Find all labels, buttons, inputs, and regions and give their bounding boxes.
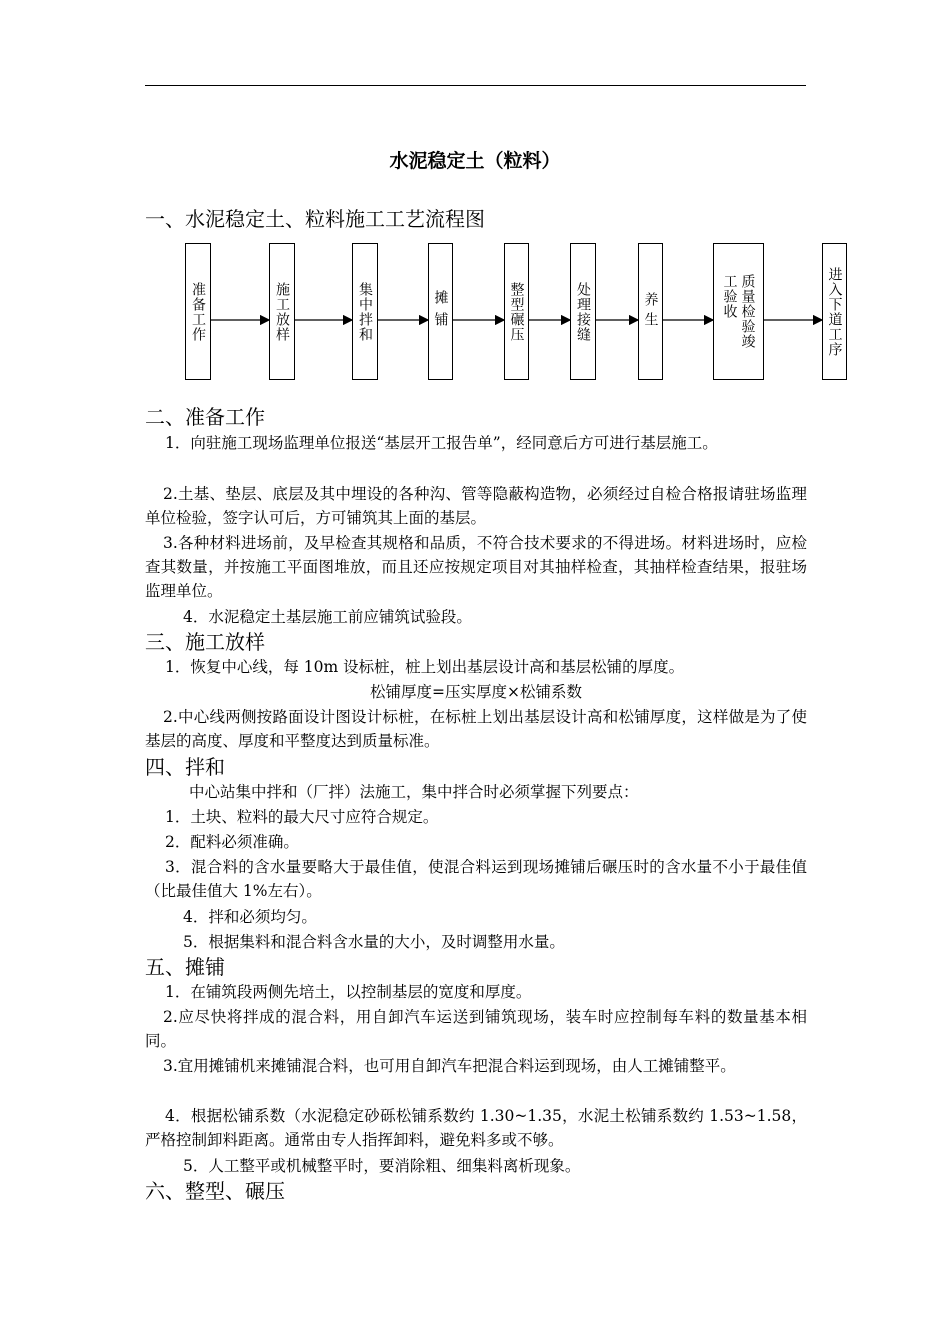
flow-step-label: 施工放样 [274,281,290,342]
heading-preparation: 二、准备工作 [145,405,265,429]
paragraph: 5．人工整平或机械整平时，要消除粗、细集料离析现象。 [183,1157,581,1175]
paragraph: 5．根据集料和混合料含水量的大小，及时调整用水量。 [183,933,565,951]
paragraph: 3.宜用摊铺机来摊铺混合料，也可用自卸汽车把混合料运到现场，由人工摊铺整平。 [163,1057,736,1075]
paragraph: 3．混合料的含水量要略大于最佳值，使混合料运到现场摊铺后碾压时的含水量不小于最佳值（比最佳值大 1%左右）。 [145,858,807,900]
flow-step-compaction [504,243,529,380]
flow-step-label: 处理接缝 [575,281,591,342]
heading-mixing: 四、拌和 [145,755,225,779]
flow-step-label: 整型碾压 [508,281,525,342]
paragraph: 1．恢复中心线，每 10m 设标桩，桩上划出基层设计高和基层松铺的厚度。 [165,658,685,676]
heading-staking: 三、施工放样 [145,630,265,654]
paragraph: 2.应尽快将拌成的混合料，用自卸汽车运送到铺筑现场，装车时应控制每车料的数量基本相同。 [145,1008,807,1050]
paragraph: 3.各种材料进场前，及早检查其规格和品质，不符合技术要求的不得进场。材料进场时，应检查其数量，并按施工平面图堆放，而且还应按规定项目对其抽样检查，其抽样检查结果，报驻场监理单位。 [145,534,807,600]
flow-step-label: 质量检验竣工验收 [721,273,756,349]
heading-shaping-rolling: 六、整型、碾压 [145,1179,285,1203]
flow-step-mixing [352,243,378,380]
document-title: 水泥稳定土（粒料） [389,150,561,172]
flow-step-joints [570,243,596,380]
paragraph: 1．在铺筑段两侧先培土，以控制基层的宽度和厚度。 [165,983,532,1001]
paragraph: 4．根据松铺系数（水泥稳定砂砾松铺系数约 1.30~1.35，水泥土松铺系数约 1.53~1.58，严格控制卸料距离。通常由专人指挥卸料，避免料多或不够。 [145,1107,807,1149]
flow-step-label: 养生 [642,291,659,332]
flow-step-label: 准备工作 [190,281,206,342]
flow-step-label: 摊铺 [432,289,449,334]
flow-step-preparation [185,243,211,380]
flowchart-arrows [0,0,950,400]
flow-step-inspection [713,243,764,380]
paragraph: 4．拌和必须均匀。 [183,908,317,926]
paragraph: 2.土基、垫层、底层及其中埋设的各种沟、管等隐蔽构造物，必须经过自检合格报请驻场监理单位检验，签字认可后，方可铺筑其上面的基层。 [145,485,807,527]
paragraph: 中心站集中拌和（厂拌）法施工，集中拌合时必须掌握下列要点： [189,783,639,801]
paragraph: 2.中心线两侧按路面设计图设计标桩，在标桩上划出基层设计高和松铺厚度，这样做是为了使基层的高度、厚度和平整度达到质量标准。 [145,708,807,750]
paragraph: 4．水泥稳定土基层施工前应铺筑试验段。 [183,608,472,626]
heading-flowchart: 一、水泥稳定土、粒料施工工艺流程图 [145,207,485,231]
formula: 松铺厚度=压实厚度×松铺系数 [370,683,582,701]
flow-step-paving [428,243,453,380]
paragraph: 1．土块、粒料的最大尺寸应符合规定。 [165,808,439,826]
heading-paving: 五、摊铺 [145,955,225,979]
flow-step-staking [269,243,295,380]
flow-step-curing [638,243,663,380]
paragraph: 1．向驻施工现场监理单位报送“基层开工报告单”，经同意后方可进行基层施工。 [165,434,718,452]
flow-step-label: 进入下道工序 [826,266,843,357]
paragraph: 2．配料必须准确。 [165,833,299,851]
flow-step-next-process [822,243,847,380]
flow-step-label: 集中拌和 [357,281,373,342]
